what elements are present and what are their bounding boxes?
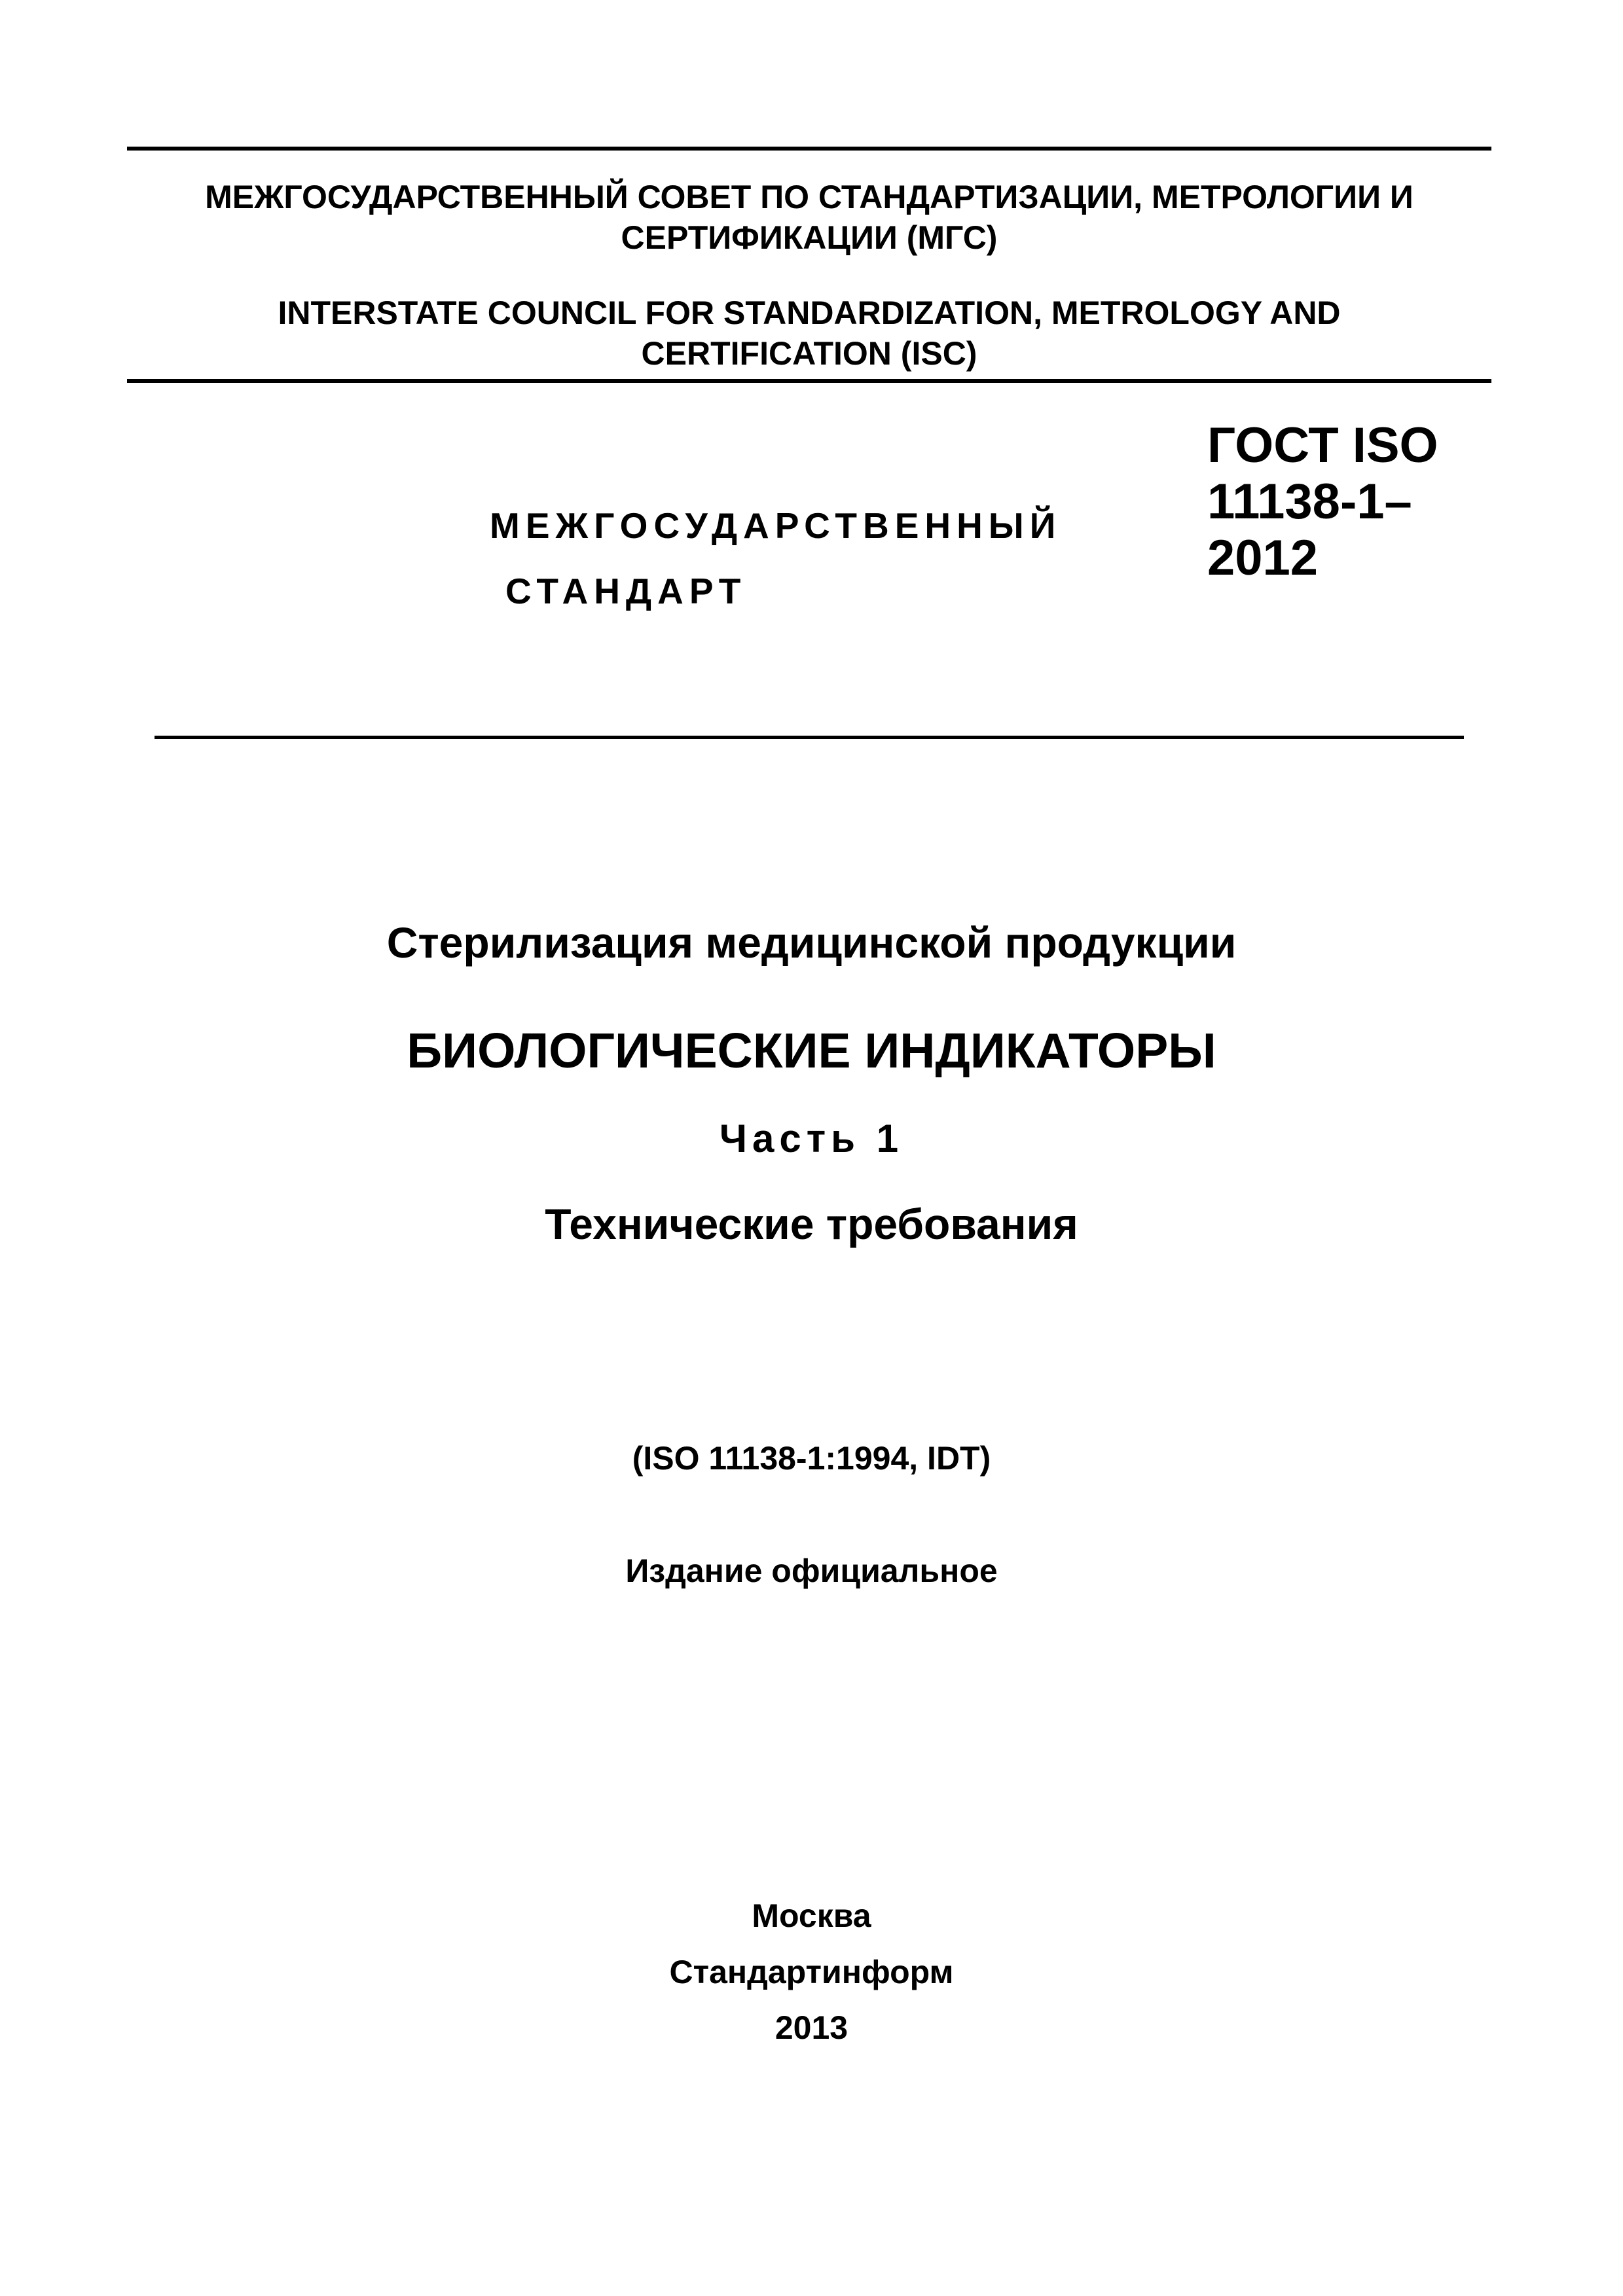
standard-type-label-line-1: МЕЖГОСУДАРСТВЕННЫЙ <box>490 505 1062 546</box>
part-number: Часть 1 <box>719 1117 904 1160</box>
imprint-year: 2013 <box>775 2009 848 2046</box>
council-name-english-line-2: CERTIFICATION (ISC) <box>641 335 977 372</box>
standard-designation-line-3: 2012 <box>1207 530 1319 586</box>
document-title: БИОЛОГИЧЕСКИЕ ИНДИКАТОРЫ <box>407 1023 1216 1078</box>
council-name-russian-line-2: СЕРТИФИКАЦИИ (МГС) <box>621 219 998 256</box>
council-name-english <box>127 293 1491 374</box>
header-divider <box>127 379 1491 383</box>
imprint-city: Москва <box>752 1897 871 1934</box>
iso-reference: (ISO 11138-1:1994, IDT) <box>632 1440 991 1477</box>
council-name-english-line-1: INTERSTATE COUNCIL FOR STANDARDIZATION, METROLOGY AND <box>278 295 1341 331</box>
top-divider <box>127 147 1491 151</box>
standard-designation-line-2: 11138-1– <box>1207 474 1412 529</box>
standard-type-label-line-2: СТАНДАРТ <box>505 571 747 611</box>
document-subtitle: Стерилизация медицинской продукции <box>386 918 1237 967</box>
imprint-publisher: Стандартинформ <box>669 1954 954 1990</box>
standard-designation-line-1: ГОСТ ISO <box>1207 418 1438 473</box>
edition-label: Издание официальное <box>625 1552 998 1589</box>
designation-divider <box>155 736 1464 739</box>
standard-designation <box>1207 418 1482 586</box>
council-name-russian <box>127 177 1491 258</box>
part-title: Технические требования <box>545 1200 1078 1248</box>
council-name-russian-line-1: МЕЖГОСУДАРСТВЕННЫЙ СОВЕТ ПО СТАНДАРТИЗАЦИИ, МЕТРОЛОГИИ И <box>205 179 1413 215</box>
